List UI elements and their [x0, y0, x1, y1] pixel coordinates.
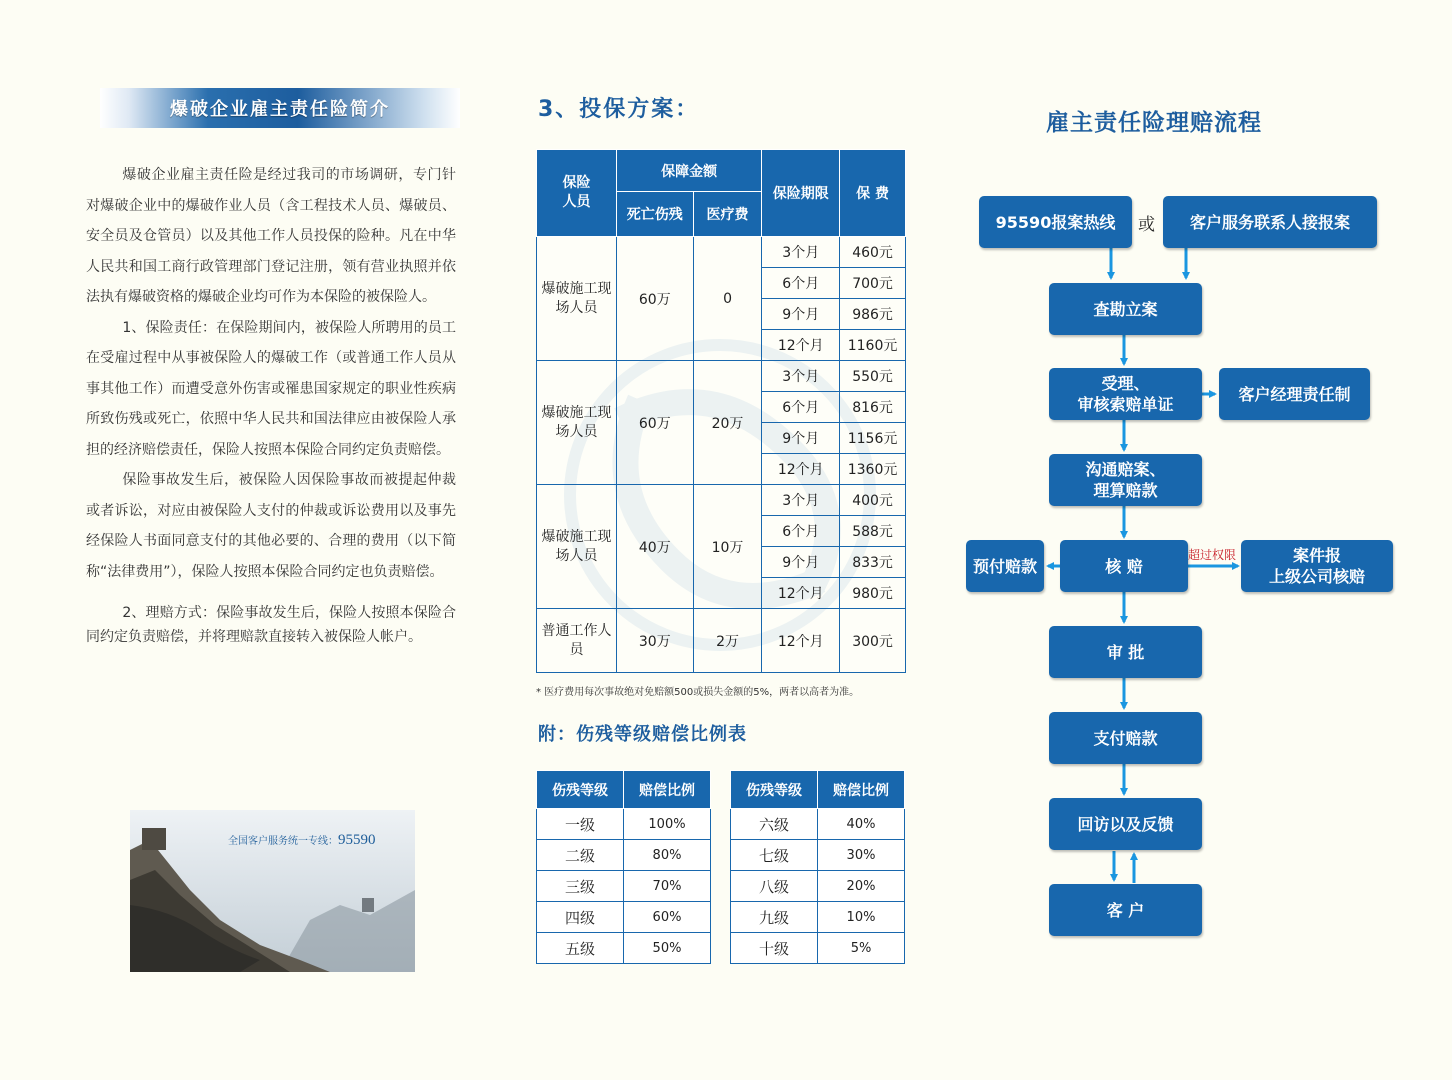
insured-cell: 普通工作人员: [537, 609, 617, 673]
insured-cell: 爆破施工现场人员: [537, 237, 617, 361]
ratio-cell: 50%: [624, 933, 711, 964]
ratio-cell: 30%: [818, 840, 905, 871]
escalate-box: [1241, 540, 1393, 592]
accept-line-1: 受理、: [1101, 374, 1150, 393]
agent-report-box: 客户服务联系人接报案: [1163, 196, 1377, 248]
plan-title: 3、投保方案：: [538, 97, 700, 122]
ratio-cell: 10%: [818, 902, 905, 933]
medical-cell: 2万: [693, 609, 762, 673]
header-period: 保险期限: [762, 150, 840, 237]
premium-cell: 588元: [840, 516, 906, 547]
death-cell: 60万: [616, 237, 693, 361]
death-cell: 30万: [616, 609, 693, 673]
header-death: 死亡伤残: [616, 192, 693, 237]
premium-cell: 400元: [840, 485, 906, 516]
or-label: 或: [1138, 215, 1155, 235]
ratio-cell: 80%: [624, 840, 711, 871]
premium-cell: 550元: [840, 361, 906, 392]
header-premium: 保 费: [840, 150, 906, 237]
ratio-cell: 60%: [624, 902, 711, 933]
premium-cell: 460元: [840, 237, 906, 268]
grade-cell: 二级: [537, 840, 624, 871]
period-cell: 6个月: [762, 392, 840, 423]
ratio-cell: 70%: [624, 871, 711, 902]
intro-title: 爆破企业雇主责任险简介: [170, 99, 390, 120]
escalate-line-1: 案件报: [1292, 546, 1341, 565]
period-cell: 3个月: [762, 485, 840, 516]
header-coverage: 保障金额: [616, 150, 761, 192]
header-grade: 伤残等级: [537, 771, 624, 809]
grade-cell: 五级: [537, 933, 624, 964]
ratio-cell: 5%: [818, 933, 905, 964]
premium-cell: 816元: [840, 392, 906, 423]
period-cell: 12个月: [762, 454, 840, 485]
header-medical: 医疗费: [693, 192, 762, 237]
negotiate-box: [1049, 454, 1202, 506]
grade-cell: 七级: [731, 840, 818, 871]
premium-cell: 700元: [840, 268, 906, 299]
insured-cell: 爆破施工现场人员: [537, 485, 617, 609]
feedback-box: 回访以及反馈: [1049, 798, 1202, 850]
ratio-cell: 20%: [818, 871, 905, 902]
period-cell: 3个月: [762, 237, 840, 268]
medical-cell: 0: [693, 237, 762, 361]
premium-cell: 986元: [840, 299, 906, 330]
intro-paragraph: 爆破企业雇主责任险是经过我司的市场调研，专门针对爆破企业中的爆破作业人员（含工程技术人员、爆破员、安全员及仓管员）以及其他工作人员投保的险种。凡在中华人民共和国工商行政管理部门登记注册，领有营业执照并依法执有爆破资格的爆破企业均可作为本保险的被保险人。: [86, 167, 456, 305]
period-cell: 9个月: [762, 299, 840, 330]
ratio-cell: 40%: [818, 809, 905, 840]
premium-cell: 1160元: [840, 330, 906, 361]
premium-cell: 833元: [840, 547, 906, 578]
period-cell: 12个月: [762, 578, 840, 609]
header-grade: 伤残等级: [731, 771, 818, 809]
over-limit-label: 超过权限: [1188, 548, 1237, 562]
premium-cell: 1156元: [840, 423, 906, 454]
grade-cell: 三级: [537, 871, 624, 902]
death-cell: 40万: [616, 485, 693, 609]
intro-paragraph: 1、保险责任：在保险期间内，被保险人所聘用的员工在受雇过程中从事被保险人的爆破工作（或普通工作人员从事其他工作）而遭受意外伤害或罹患国家规定的职业性疾病所致伤残或死亡，依照中华人民共和国法律应由被保险人承担的经济赔偿责任，保险人按照本保险合同约定负责赔偿。: [86, 319, 456, 458]
accept-line-2: 审核索赔单证: [1077, 395, 1174, 414]
flow-title: 雇主责任险理赔流程: [1046, 110, 1262, 136]
hotline-report-box: 95590报案热线: [979, 196, 1132, 248]
hotline-caption-prefix: 全国客户服务统一专线：: [228, 836, 338, 847]
prepay-box: 预付赔款: [966, 540, 1044, 592]
negotiate-line-1: 沟通赔案、: [1085, 460, 1166, 479]
negotiate-line-2: 理算赔款: [1093, 481, 1158, 500]
premium-cell: 980元: [840, 578, 906, 609]
period-cell: 12个月: [762, 609, 840, 673]
survey-box: 查勘立案: [1049, 283, 1202, 335]
header-insured: 保险人员: [537, 150, 617, 237]
period-cell: 6个月: [762, 516, 840, 547]
period-cell: 3个月: [762, 361, 840, 392]
period-cell: 9个月: [762, 423, 840, 454]
header-ratio: 赔偿比例: [624, 771, 711, 809]
verify-box: 核 赔: [1060, 540, 1188, 592]
premium-cell: 1360元: [840, 454, 906, 485]
period-cell: 6个月: [762, 268, 840, 299]
account-manager-box: 客户经理责任制: [1219, 368, 1370, 420]
death-cell: 60万: [616, 361, 693, 485]
premium-cell: 300元: [840, 609, 906, 673]
period-cell: 12个月: [762, 330, 840, 361]
hotline-caption-number: 95590: [338, 832, 376, 848]
grade-cell: 四级: [537, 902, 624, 933]
approve-box: 审 批: [1049, 626, 1202, 678]
intro-paragraph-claims: 2、理赔方式：保险事故发生后，保险人按照本保险合同约定负责赔偿，并将理赔款直接转入被保险人帐户。: [86, 605, 456, 645]
insured-cell: 爆破施工现场人员: [537, 361, 617, 485]
medical-cell: 20万: [693, 361, 762, 485]
intro-paragraph: 保险事故发生后，被保险人因保险事故而被提起仲裁或者诉讼，对应由被保险人支付的仲裁或诉讼费用以及事先经保险人书面同意支付的其他必要的、合理的费用（以下简称“法律费用”），保险人按照本保险合同约定也负责赔偿。: [86, 472, 456, 580]
medical-cell: 10万: [693, 485, 762, 609]
grade-cell: 十级: [731, 933, 818, 964]
customer-box: 客 户: [1049, 884, 1202, 936]
plan-footnote: * 医疗费用每次事故绝对免赔额500或损失金额的5%，两者以高者为准。: [536, 687, 860, 698]
header-ratio: 赔偿比例: [818, 771, 905, 809]
grade-cell: 六级: [731, 809, 818, 840]
period-cell: 9个月: [762, 547, 840, 578]
disability-title: 附：伤残等级赔偿比例表: [538, 724, 747, 745]
grade-cell: 八级: [731, 871, 818, 902]
escalate-line-2: 上级公司核赔: [1268, 567, 1365, 586]
accept-review-box: [1049, 368, 1202, 420]
grade-cell: 一级: [537, 809, 624, 840]
pay-box: 支付赔款: [1049, 712, 1202, 764]
grade-cell: 九级: [731, 902, 818, 933]
ratio-cell: 100%: [624, 809, 711, 840]
